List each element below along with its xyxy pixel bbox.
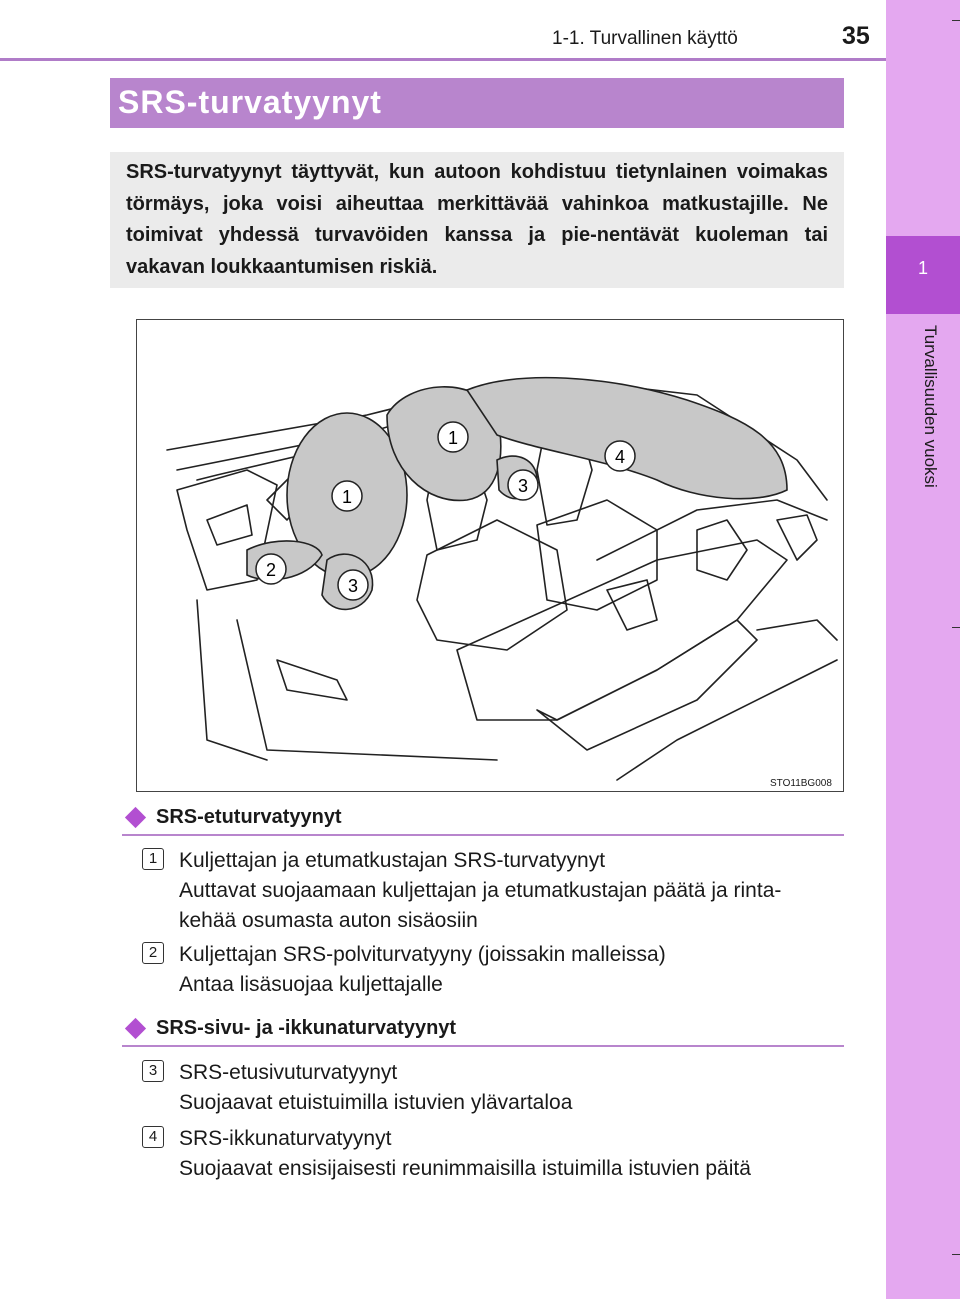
page-number: 35: [842, 22, 870, 50]
side-tab-chapter-label: Turvallisuuden vuoksi: [921, 325, 940, 488]
car-interior-drawing: [137, 320, 843, 791]
intro-paragraph: SRS-turvatyynyt täyttyvät, kun autoon kohdistuu tietynlainen voimakas törmäys, joka voisi aiheuttaa merkittävää vahinkoa matkustajille. Ne toimivat yhdessä turvavöiden kanssa ja pie-nentävät kuoleman tai vakavan loukkaantumisen riskiä.: [126, 161, 828, 278]
figure-callout: 3: [347, 576, 359, 596]
running-header-section: 1-1. Turvallinen käyttö: [552, 28, 738, 49]
section-title: SRS-turvatyynyt: [118, 84, 382, 120]
crop-mark: [952, 1254, 960, 1255]
subsection-rule: [122, 834, 844, 836]
figure-callout: 1: [447, 428, 459, 448]
item-description: Antaa lisäsuojaa kuljettajalle: [179, 973, 443, 996]
item-title: SRS-etusivuturvatyynyt: [179, 1061, 398, 1084]
diamond-bullet-icon: [125, 807, 146, 828]
figure-code: STO11BG008: [770, 778, 832, 789]
item-title: Kuljettajan SRS-polviturvatyyny (joissakin malleissa): [179, 943, 666, 966]
crop-mark: [952, 20, 960, 21]
item-title: SRS-ikkunaturvatyynyt: [179, 1127, 392, 1150]
item-number-badge: 3: [142, 1060, 164, 1082]
item-description: Auttavat suojaamaan kuljettajan ja etumatkustajan päätä ja rinta-: [179, 879, 782, 902]
header-rule: [0, 58, 886, 61]
item-number-badge: 2: [142, 942, 164, 964]
side-tab-chapter-number: 1: [917, 258, 928, 278]
diamond-bullet-icon: [125, 1018, 146, 1039]
item-description: Suojaavat ensisijaisesti reunimmaisilla istuimilla istuvien päitä: [179, 1157, 751, 1180]
subsection-rule: [122, 1045, 844, 1047]
crop-mark: [952, 627, 960, 628]
item-description: kehää osumasta auton sisäosiin: [179, 909, 478, 932]
item-title: Kuljettajan ja etumatkustajan SRS-turvatyynyt: [179, 849, 606, 872]
figure-callout: 2: [265, 560, 277, 580]
side-thumb-tab: [886, 0, 960, 1299]
figure-callout: 4: [614, 447, 626, 467]
airbag-illustration: [136, 319, 844, 792]
item-number-badge: 4: [142, 1126, 164, 1148]
figure-callout: 3: [517, 476, 529, 496]
subsection-heading: SRS-sivu- ja -ikkunaturvatyynyt: [156, 1017, 457, 1039]
subsection-heading: SRS-etuturvatyynyt: [156, 806, 342, 828]
item-description: Suojaavat etuistuimilla istuvien ylävartaloa: [179, 1091, 573, 1114]
figure-callout: 1: [341, 487, 353, 507]
item-number-badge: 1: [142, 848, 164, 870]
